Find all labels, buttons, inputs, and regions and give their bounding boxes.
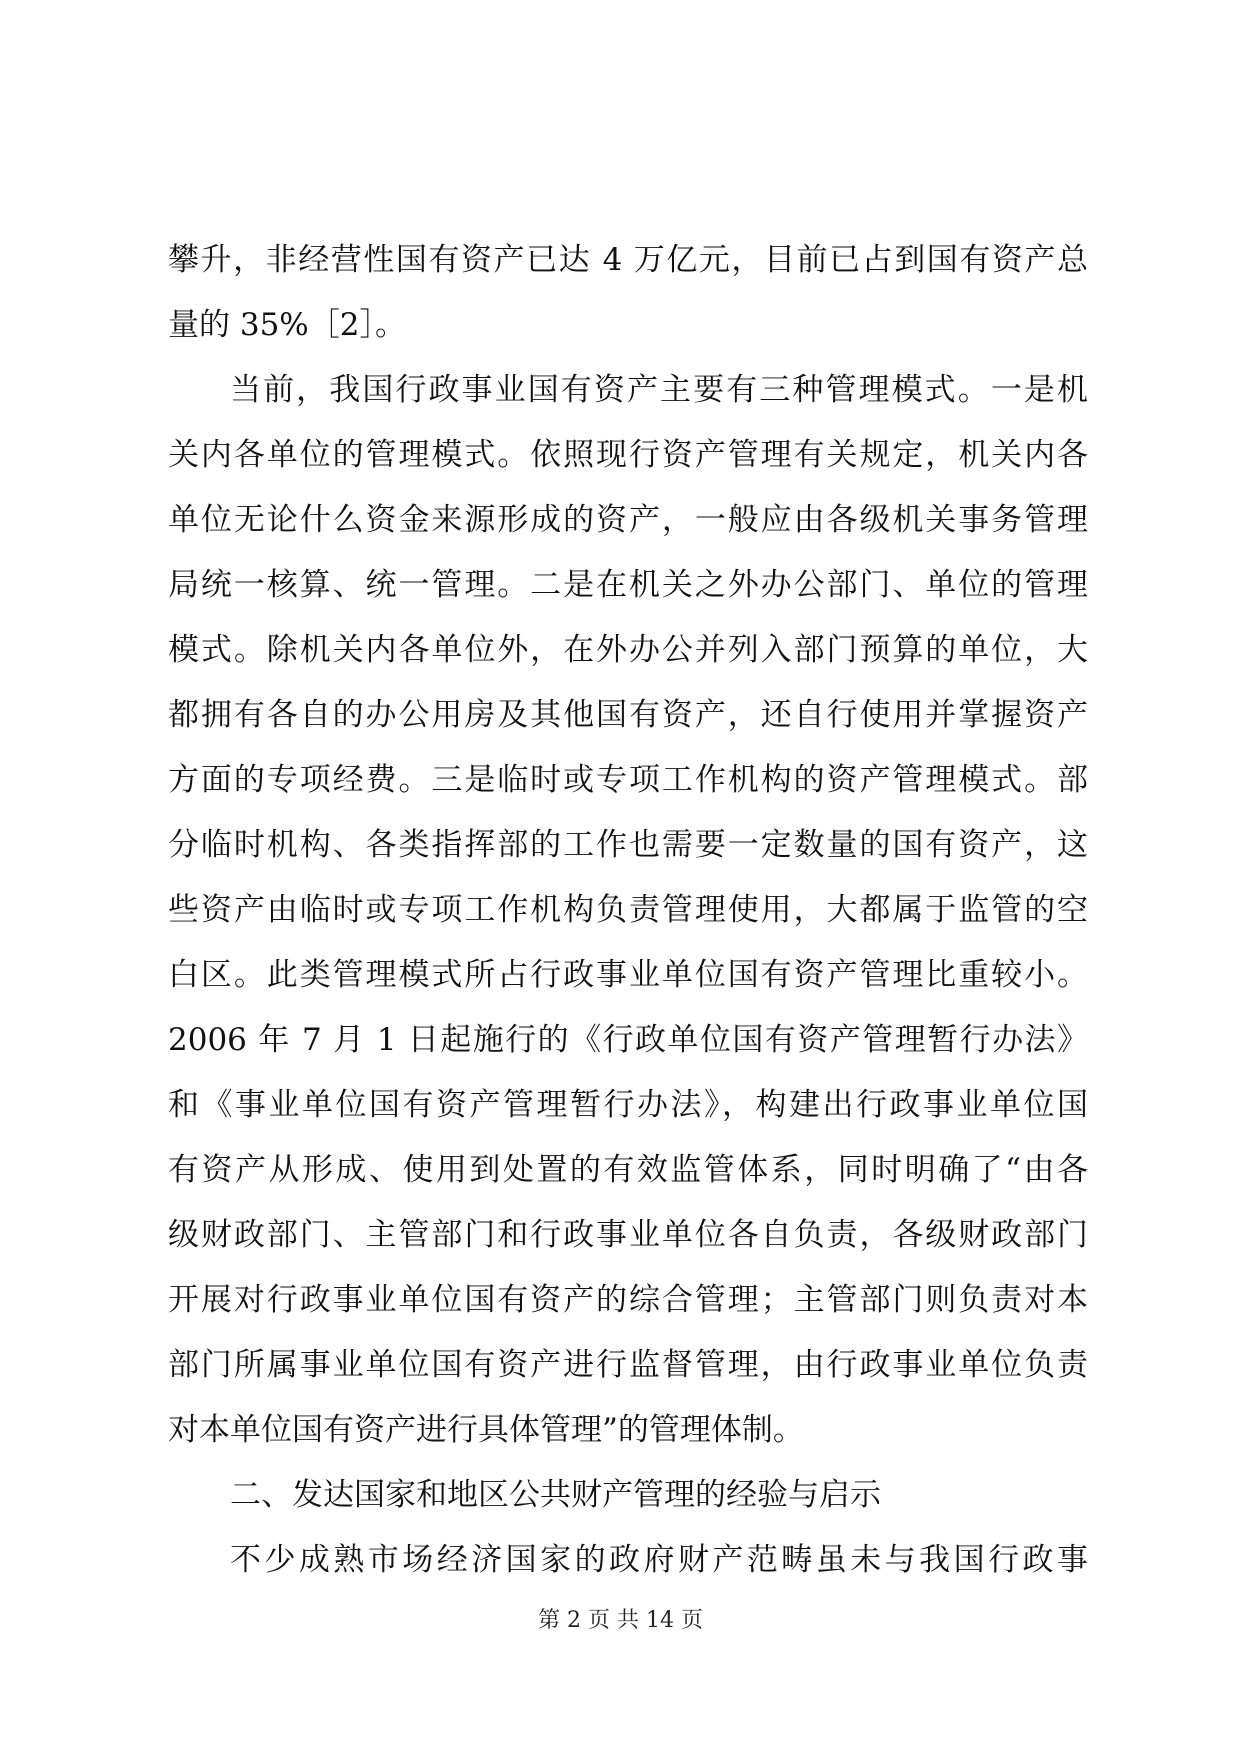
text-line: 方面的专项经费。三是临时或专项工作机构的资产管理模式。部 <box>168 762 1088 798</box>
body-text <box>168 228 1088 1593</box>
text-line: 些资产由临时或专项工作机构负责管理使用，大都属于监管的空 <box>168 892 1088 928</box>
page-footer: 第 2 页 共 14 页 <box>538 1608 703 1633</box>
text-line: 攀升，非经营性国有资产已达 4 万亿元，目前已占到国有资产总 <box>168 242 1088 278</box>
text-line: 不少成熟市场经济国家的政府财产范畴虽未与我国行政事 <box>230 1542 1088 1578</box>
text-line: 分临时机构、各类指挥部的工作也需要一定数量的国有资产，这 <box>168 827 1088 863</box>
text-line: 开展对行政事业单位国有资产的综合管理；主管部门则负责对本 <box>168 1282 1088 1318</box>
text-line: 和《事业单位国有资产管理暂行办法》，构建出行政事业单位国 <box>168 1087 1088 1123</box>
text-line: 关内各单位的管理模式。依照现行资产管理有关规定，机关内各 <box>168 437 1088 473</box>
text-line: 二、发达国家和地区公共财产管理的经验与启示 <box>230 1477 881 1513</box>
text-line: 级财政部门、主管部门和行政事业单位各自负责，各级财政部门 <box>168 1217 1088 1253</box>
text-line: 量的 35%［2］。 <box>168 307 406 343</box>
text-line: 白区。此类管理模式所占行政事业单位国有资产管理比重较小。 <box>168 957 1088 993</box>
text-line: 模式。除机关内各单位外，在外办公并列入部门预算的单位，大 <box>168 632 1088 668</box>
text-line: 对本单位国有资产进行具体管理”的管理体制。 <box>168 1412 804 1448</box>
text-line: 有资产从形成、使用到处置的有效监管体系，同时明确了“由各 <box>168 1152 1088 1188</box>
text-line: 单位无论什么资金来源形成的资产，一般应由各级机关事务管理 <box>168 502 1088 538</box>
text-line: 2006 年 7 月 1 日起施行的《行政单位国有资产管理暂行办法》 <box>168 1022 1088 1058</box>
text-line: 都拥有各自的办公用房及其他国有资产，还自行使用并掌握资产 <box>168 697 1088 733</box>
text-line: 当前，我国行政事业国有资产主要有三种管理模式。一是机 <box>230 372 1088 408</box>
text-line: 局统一核算、统一管理。二是在机关之外办公部门、单位的管理 <box>168 567 1088 603</box>
text-line: 部门所属事业单位国有资产进行监督管理，由行政事业单位负责 <box>168 1347 1088 1383</box>
